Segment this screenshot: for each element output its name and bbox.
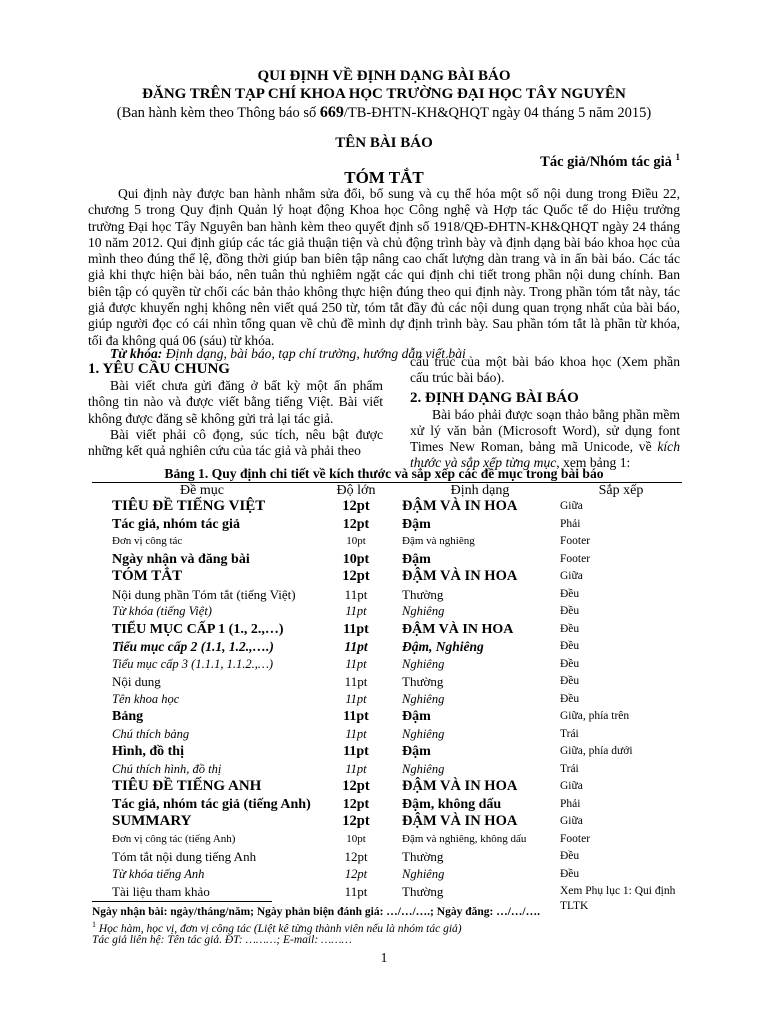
cell-section: Tên khoa học <box>112 691 180 706</box>
cell-format: Đậm và nghiêng, không dấu <box>402 832 527 845</box>
cell-section: Ngày nhận và đăng bài <box>112 551 250 567</box>
footnote-contact: Tác giả liên hệ: Tên tác giả. ĐT: ………; E-mail: ……… <box>92 934 352 946</box>
cell-section: TÓM TẮT <box>112 568 183 584</box>
cell-size: 12pt <box>342 516 370 532</box>
cell-size: 11pt <box>344 586 368 602</box>
paper-title: TÊN BÀI BÁO <box>335 135 433 151</box>
section2-paragraph <box>410 407 680 472</box>
section1-paragraph-2: Bài viết phải cô đọng, súc tích, nêu bật được những kết quả nghiên cứu của tác giả và phải theo <box>88 426 383 459</box>
cell-size: 10pt <box>346 535 366 547</box>
cell-section: Tóm tắt nội dung tiếng Anh <box>112 849 257 864</box>
table-row <box>92 867 682 885</box>
footnote-separator <box>92 901 272 902</box>
section1-paragraph-1: Bài viết chưa gửi đăng ở bất kỳ một ấn phẩm thông tin nào và được viết bằng tiếng Việt. Bài viết không được đăng sẽ không gửi trả lại tác giả. <box>88 378 383 426</box>
footnote-affiliation-text: Học hàm, học vị, đơn vị công tác (Liệt kê từng thành viên nếu là nhóm tác giả) <box>96 922 462 935</box>
cell-size: 12pt <box>342 498 370 514</box>
cell-format: Đậm và nghiêng <box>402 535 475 547</box>
cell-section: TIÊU ĐỀ TIẾNG VIỆT <box>112 498 266 514</box>
cell-format: ĐẬM VÀ IN HOA <box>402 813 518 829</box>
cell-format: Nghiêng <box>402 656 445 671</box>
page-number: 1 <box>380 950 388 965</box>
cell-size: 10pt <box>346 832 366 845</box>
cell-size: 12pt <box>342 568 370 584</box>
cell-format: Nghiêng <box>402 866 445 881</box>
authors-footnote-mark: 1 <box>675 152 680 162</box>
cell-alignment: Trái <box>560 762 579 775</box>
table-header-row <box>92 483 682 499</box>
cell-format: Thường <box>402 849 444 864</box>
cell-size: 12pt <box>344 866 368 881</box>
issuance-number: 669 <box>319 104 344 121</box>
cell-section: TIỂU MỤC CẤP 1 (1., 2.,…) <box>112 621 284 637</box>
header-alignment: Sắp xếp <box>598 483 644 498</box>
cell-size: 11pt <box>345 604 367 618</box>
cell-section: Đơn vị công tác (tiếng Anh) <box>112 832 236 845</box>
regulation-issuance <box>0 104 768 122</box>
cell-alignment: Đều <box>560 692 580 705</box>
cell-size: 11pt <box>344 674 368 689</box>
cell-alignment: Đều <box>560 657 580 670</box>
table-row <box>92 552 682 570</box>
regulation-title: QUI ĐỊNH VỀ ĐỊNH DẠNG BÀI BÁO <box>257 68 511 84</box>
cell-alignment: Footer <box>560 535 591 547</box>
section2-text-b: , xem bảng 1: <box>556 455 631 471</box>
cell-section: TIÊU ĐỀ TIẾNG ANH <box>112 778 262 794</box>
cell-alignment: Footer <box>560 552 591 565</box>
cell-alignment: Giữa <box>560 570 583 582</box>
section1-paragraph-2-continued: cấu trúc của một bài báo khoa học (Xem phần cấu trúc bài báo). <box>410 354 680 386</box>
cell-alignment: Đều <box>560 640 580 652</box>
cell-alignment: Phải <box>560 517 581 530</box>
keywords-label: Từ khóa: <box>110 346 163 361</box>
cell-alignment: Đều <box>560 622 580 635</box>
footnote-dates: Ngày nhận bài: ngày/tháng/năm; Ngày phản biện đánh giá: …/…/….; Ngày đăng: …/…/…. <box>92 906 540 918</box>
right-column <box>410 354 680 472</box>
cell-alignment: Đều <box>560 675 580 687</box>
table-row <box>92 587 682 605</box>
cell-format: Đậm, không dấu <box>402 796 502 812</box>
cell-format: Đậm <box>402 516 431 532</box>
cell-format: Đậm <box>402 551 431 567</box>
keywords-text: Định dạng, bài báo, tạp chí trường, hướng dẫn viết bài <box>162 346 466 361</box>
cell-format: Nghiêng <box>402 726 445 741</box>
authors-label: Tác giả/Nhóm tác giả <box>540 153 672 170</box>
table-row <box>92 657 682 675</box>
cell-format: ĐẬM VÀ IN HOA <box>402 778 518 794</box>
cell-size: 11pt <box>343 621 369 637</box>
section2-text-a: Bài báo phải được soạn thảo bằng phần mềm xử lý văn bản (Microsoft Word), sử dụng font Times New Roman, bảng mã Unicode, về <box>410 406 680 455</box>
cell-section: SUMMARY <box>112 813 192 829</box>
cell-alignment: Xem Phụ lục 1: Qui định TLTK <box>560 885 676 912</box>
cell-alignment: Giữa, phía dưới <box>560 745 633 757</box>
table-row <box>92 517 682 535</box>
left-column <box>88 361 383 459</box>
cell-format: Đậm <box>402 709 431 724</box>
issuance-prefix: (Ban hành kèm theo Thông báo số <box>116 105 320 121</box>
cell-alignment: Đều <box>560 605 580 617</box>
cell-format: Nghiêng <box>402 691 445 706</box>
cell-format: Nghiêng <box>402 761 445 776</box>
section2-heading: 2. ĐỊNH DẠNG BÀI BÁO <box>410 389 579 406</box>
cell-section: Chú thích bảng <box>112 726 190 741</box>
cell-size: 10pt <box>342 551 370 567</box>
table-row <box>92 849 682 867</box>
table-row <box>92 709 682 727</box>
cell-alignment: Footer <box>560 832 591 845</box>
cell-format: Đậm, Nghiêng <box>402 639 484 654</box>
section1-heading: 1. YÊU CẦU CHUNG <box>88 361 230 377</box>
cell-section: Tác giả, nhóm tác giả <box>112 516 240 532</box>
cell-format: Thường <box>402 884 444 899</box>
header-format: Định dạng <box>450 483 510 498</box>
table-row <box>92 814 682 832</box>
cell-format: ĐẬM VÀ IN HOA <box>402 568 518 584</box>
cell-alignment: Giữa, phía trên <box>560 710 630 722</box>
cell-size: 11pt <box>345 656 367 671</box>
cell-size: 12pt <box>344 849 368 864</box>
cell-format: Thường <box>402 674 444 689</box>
cell-section: Hình, đồ thị <box>112 744 184 759</box>
cell-section: Nội dung phần Tóm tắt (tiếng Việt) <box>112 586 296 602</box>
cell-size: 11pt <box>344 884 368 899</box>
cell-format: ĐẬM VÀ IN HOA <box>402 621 514 637</box>
cell-alignment: Giữa <box>560 780 583 792</box>
table-row <box>92 622 682 640</box>
cell-size: 11pt <box>343 709 369 724</box>
cell-alignment: Giữa <box>560 500 583 512</box>
table-row <box>92 762 682 780</box>
table-row <box>92 604 682 622</box>
table-row <box>92 499 682 517</box>
regulation-subtitle: ĐĂNG TRÊN TẠP CHÍ KHOA HỌC TRƯỜNG ĐẠI HỌC TÂY NGUYÊN <box>142 86 626 102</box>
header-size: Độ lớn <box>336 483 376 498</box>
cell-size: 11pt <box>344 639 368 654</box>
table-row <box>92 779 682 797</box>
cell-format: ĐẬM VÀ IN HOA <box>402 498 518 514</box>
issuance-suffix: /TB-ĐHTN-KH&QHQT ngày 04 tháng 5 năm 2015) <box>343 105 652 121</box>
table-row <box>92 639 682 657</box>
cell-format: Nghiêng <box>402 604 445 618</box>
cell-section: Tài liệu tham khảo <box>112 884 210 899</box>
cell-alignment: Giữa <box>560 815 583 827</box>
table-row <box>92 674 682 692</box>
cell-size: 11pt <box>343 744 369 759</box>
cell-size: 11pt <box>345 761 367 776</box>
cell-size: 11pt <box>345 726 367 741</box>
format-spec-table <box>92 483 682 918</box>
table-row <box>92 744 682 762</box>
table-row <box>92 832 682 850</box>
cell-format: Thường <box>402 586 444 602</box>
table-caption: Bảng 1. Quy định chi tiết về kích thước và sắp xếp các đề mục trong bài báo <box>164 466 604 481</box>
section2-text-italic: kích thước và sắp xếp từng mục <box>410 439 680 471</box>
cell-section: Đơn vị công tác <box>112 535 183 547</box>
cell-section: Tiểu mục cấp 3 (1.1.1, 1.1.2.,…) <box>112 656 274 671</box>
table-row <box>92 569 682 587</box>
abstract-title: TÓM TẮT <box>344 168 424 187</box>
cell-alignment: Trái <box>560 727 579 740</box>
cell-section: Nội dung <box>112 674 161 689</box>
cell-section: Tác giả, nhóm tác giả (tiếng Anh) <box>112 796 311 812</box>
cell-section: Từ khóa tiếng Anh <box>112 866 205 881</box>
table-row <box>92 534 682 552</box>
cell-format: Đậm <box>402 744 431 759</box>
cell-size: 11pt <box>345 691 367 706</box>
header-section: Đề mục <box>180 483 224 498</box>
cell-size: 12pt <box>342 813 370 829</box>
footnote-mark: 1 <box>92 920 96 929</box>
abstract-body: Qui định này được ban hành nhằm sửa đổi, bổ sung và cụ thể hóa một số nội dung trong Điều 22, chương 5 trong Quy định Quản lý hoạt động Khoa học Công nghệ và Hợp tác Quốc tế do Hiệu trưởng trường Đại học Tây Nguyên ban hành kèm theo quyết định số 1918/QĐ-ĐHTN-KH&QHQT ngày 24 tháng 10 năm 2012. Qui định giúp các tác giả thuận tiện và chủ động trình bày và định dạng bài báo khoa học của mình theo đúng thể lệ, đồng thời giúp ban biên tập nâng cao chất lượng dàn trang và in ấn bài báo. Các tác giả khi thực hiện bài báo, nên tuân thủ nghiêm ngặt các qui định chi tiết trong phần nội dung chính. Ban biên tập có quyền từ chối các bản thảo không thực hiện đúng theo qui định này. Trong phần tóm tắt này, tác giả được khuyến nghị không nên viết quá 250 từ, tóm tắt đầy đủ các nội dung quan trọng nhất của bài báo, giúp người đọc có cái nhìn tổng quan về chủ đề mình dự định trình bày. Sau phần tóm tắt là phần từ khóa, tối đa không quá 06 (sáu) từ khóa. <box>88 186 680 348</box>
cell-alignment: Đều <box>560 587 580 600</box>
cell-section: Chú thích hình, đồ thị <box>112 761 222 776</box>
cell-size: 12pt <box>342 778 370 794</box>
cell-section: Tiểu mục cấp 2 (1.1, 1.2.,….) <box>112 639 274 654</box>
cell-section: Từ khóa (tiếng Việt) <box>112 604 212 618</box>
cell-section: Bảng <box>112 709 144 724</box>
cell-alignment: Đều <box>560 850 580 862</box>
footnote-affiliation <box>92 920 462 935</box>
cell-alignment: Đều <box>560 867 580 880</box>
table-row <box>92 692 682 710</box>
table-row <box>92 797 682 815</box>
cell-alignment: Phải <box>560 797 581 810</box>
table-row <box>92 727 682 745</box>
cell-size: 12pt <box>342 796 370 812</box>
